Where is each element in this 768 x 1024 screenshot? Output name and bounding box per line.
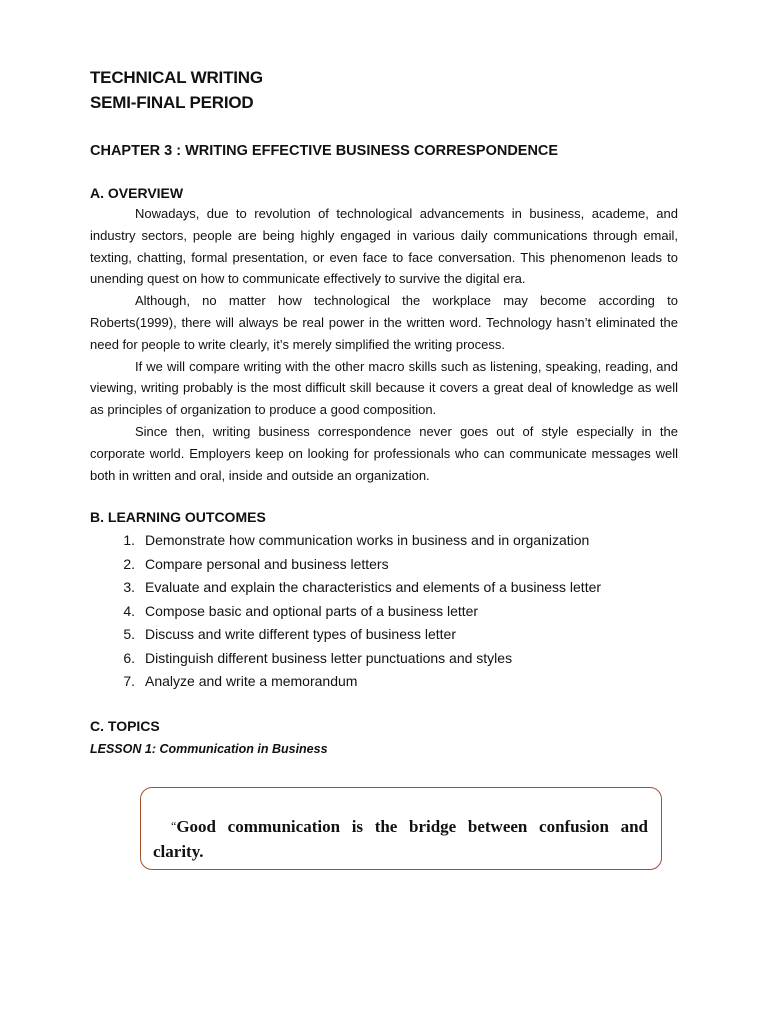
list-item (90, 576, 678, 600)
list-item-text: Distinguish different business letter punctuations and styles (145, 649, 513, 666)
title-line-1: TECHNICAL WRITING (90, 68, 263, 87)
overview-paragraph: Although, no matter how technological the workplace may become according to Roberts(1999), there will always be real power in the written word. Technology hasn’t eliminated the need for people to write clearly, it’s merely simplified the writing process. (90, 293, 678, 352)
quote-body: Good communication is the bridge between confusion and clarity. (153, 817, 648, 861)
list-item-number: 1. (123, 532, 135, 549)
overview-paragraph: Since then, writing business correspondence never goes out of style especially in the corporate world. Employers keep on looking for professionals who can communicate messages well both in written and oral, inside and outside an organization. (90, 423, 678, 483)
overview-paragraph: If we will compare writing with the other macro skills such as listening, speaking, reading, and viewing, writing probably is the most difficult skill because it covers a great deal of knowledge as well as principles of organization to produce a good composition. (90, 358, 678, 418)
list-item-text: Compare personal and business letters (145, 555, 389, 572)
lesson-title: LESSON 1: Communication in Business (90, 741, 328, 756)
list-item (90, 553, 678, 577)
list-item-number: 6. (123, 649, 135, 666)
learning-outcomes-list (90, 529, 678, 694)
list-item-text: Evaluate and explain the characteristics and elements of a business letter (145, 579, 602, 596)
list-item-text: Analyze and write a memorandum (145, 673, 358, 690)
overview-paragraph: Nowadays, due to revolution of technological advancements in business, academe, and industry sectors, people are being highly engaged in various daily communications through email, texting, chatting, formal presentation, or even face to face conversation. This phenomenon leads to unending quest on how to communicate effectively to survive the digital era. (90, 206, 678, 287)
list-item (90, 623, 678, 647)
chapter-heading: CHAPTER 3 : WRITING EFFECTIVE BUSINESS CORRESPONDENCE (90, 143, 559, 159)
quote-box (140, 787, 662, 870)
topics-heading: C. TOPICS (90, 717, 160, 734)
list-item-number: 3. (123, 579, 135, 596)
title-line-2: SEMI-FINAL PERIOD (90, 93, 254, 112)
list-item-number: 4. (123, 602, 135, 619)
overview-body (90, 203, 678, 486)
list-item (90, 670, 678, 694)
list-item-text: Compose basic and optional parts of a business letter (145, 602, 479, 619)
list-item-text: Discuss and write different types of business letter (145, 626, 457, 643)
list-item (90, 647, 678, 671)
document-title (90, 65, 678, 115)
list-item-text: Demonstrate how communication works in business and in organization (145, 532, 590, 549)
list-item-number: 7. (123, 673, 135, 690)
list-item (90, 529, 678, 553)
overview-heading: A. OVERVIEW (90, 185, 184, 201)
list-item (90, 600, 678, 624)
list-item-number: 5. (123, 626, 135, 643)
quote-open-mark: “ (171, 819, 177, 833)
document-page (90, 65, 678, 760)
learning-outcomes-heading: B. LEARNING OUTCOMES (90, 509, 266, 526)
list-item-number: 2. (123, 555, 135, 572)
quote-text (153, 814, 648, 864)
